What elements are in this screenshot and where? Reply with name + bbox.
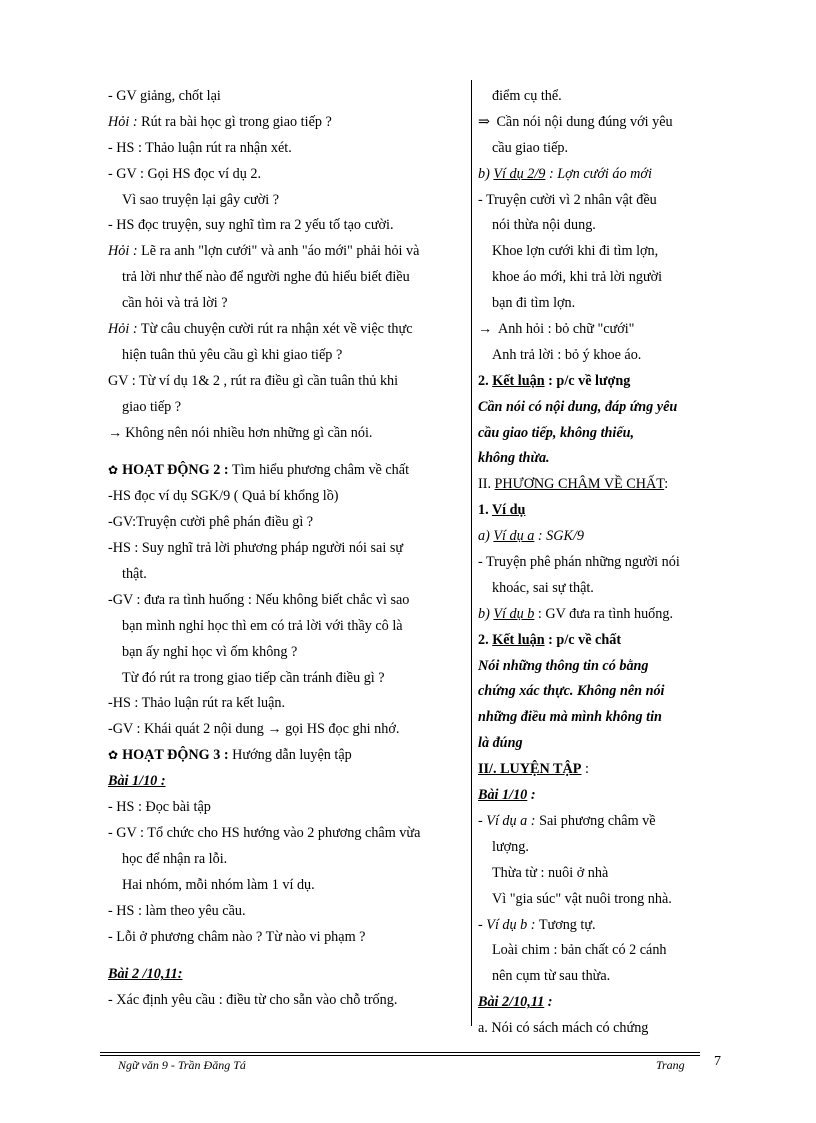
text-line: Vì "gia súc" vật nuôi trong nhà. [492,890,672,907]
flower-icon: ✿ [108,463,119,478]
activity-3-heading: ✿ HOẠT ĐỘNG 3 : Hướng dẫn luyện tập [108,747,352,764]
right-exercise-2-heading: Bài 2/10,11 : [478,994,553,1011]
text-line: Vì sao truyện lại gây cười ? [122,191,280,208]
text-line: -HS : Thảo luận rút ra kết luận. [108,695,286,712]
text-line: cầu giao tiếp. [492,139,569,156]
text-line: Loài chim : bản chất có 2 cánh [492,942,667,959]
text-line: - Truyện cười vì 2 nhân vật đều [478,191,657,208]
conclusion-line: là đúng [478,735,523,752]
text-line: lượng. [492,838,529,855]
arrow-icon: ⇒ [478,113,490,130]
flower-icon: ✿ [108,748,119,763]
right-block-4 [478,835,708,913]
conclusion-2-heading: 2. Kết luận : p/c về chất [478,631,622,648]
example-b-heading: b) Ví dụ 2/9 : Lợn cưới áo mới [478,165,652,182]
text-line: Khoe lợn cưới khi đi tìm lợn, [492,243,659,260]
text-line: bạn đi tìm lợn. [492,295,576,312]
right-column [478,84,708,1042]
text-line: hiện tuân thủ yêu cầu gì khi giao tiếp ? [122,346,343,363]
right-block-5 [478,938,708,990]
text-line: giao tiếp ? [122,398,182,415]
right-last-line: a. Nói có sách mách có chứng [478,1020,649,1037]
text-line: - GV giảng, chốt lại [108,88,221,104]
left-block-1 [108,84,464,446]
arrow-icon: → [108,424,123,441]
conclusion-line: Nói những thông tin có bằng [478,657,649,674]
text-line: Hỏi : Từ câu chuyện cười rút ra nhận xét về việc thực [108,321,413,338]
conclusion-line: không thừa. [478,450,550,467]
left-block-2 [108,484,464,743]
arrow-icon: → [478,321,493,338]
conclusion-2-body [478,654,708,758]
left-block-3 [108,795,464,950]
text-line: GV : Từ ví dụ 1& 2 , rút ra điều gì cần tuân thủ khi [108,372,399,389]
right-block-3 [478,550,708,602]
text-line: - HS : Thảo luận rút ra nhận xét. [108,139,292,156]
conclusion-line: cầu giao tiếp, không thiếu, [478,424,635,441]
exercise-1-heading: Bài 1/10 : [108,773,166,790]
text-line: nói thừa nội dung. [492,217,596,234]
text-line: - Truyện phê phán những người nói [478,554,680,571]
example-a-practice: - Ví dụ a : Sai phương châm về [478,812,656,829]
right-block-1 [478,84,708,162]
section-2-heading: II. PHƯƠNG CHÂM VỀ CHẤT: [478,476,669,493]
text-line: -HS đọc ví dụ SGK/9 ( Quả bí khổng lồ) [108,488,339,505]
text-line: - HS : Đọc bài tập [108,799,211,816]
example-b2-heading: b) Ví dụ b : GV đưa ra tình huống. [478,605,674,622]
text-line: - HS đọc truyện, suy nghĩ tìm ra 2 yếu tố tạo cười. [108,217,394,234]
practice-heading: II/. LUYỆN TẬP : [478,761,589,778]
conclusion-1-heading: 2. Kết luận : p/c về lượng [478,372,631,389]
text-line: học để nhận ra lỗi. [122,850,228,867]
text-line: khoe áo mới, khi trả lời người [492,269,663,286]
example-b-practice: - Ví dụ b : Tương tự. [478,916,596,933]
text-line: nên cụm từ sau thừa. [492,968,611,985]
conclusion-line: chứng xác thực. Không nên nói [478,683,665,700]
footer-rule [100,1055,700,1056]
text-line: - HS : làm theo yêu cầu. [108,902,246,919]
text-line: Thừa từ : nuôi ở nhà [492,864,609,881]
footer-book-title: Ngữ văn 9 - Trần Đăng Tá [118,1058,246,1072]
conclusion-line: những điều mà mình không tin [478,709,662,726]
example-heading: 1. Ví dụ [478,502,526,519]
text-line: Anh trả lời : bỏ ý khoe áo. [492,346,642,363]
text-line: điểm cụ thể. [492,88,562,104]
text-line: -GV : đưa ra tình huống : Nếu không biết chắc vì sao [108,591,410,608]
left-column [108,84,464,1014]
text-line: → Anh hỏi : bỏ chữ "cưới" [478,321,635,338]
right-exercise-1-heading: Bài 1/10 : [478,787,536,804]
text-line: → Không nên nói nhiều hơn những gì cần nói. [108,424,373,441]
text-line: bạn mình nghỉ học thì em có trả lời với thầy cô là [122,617,403,634]
text-line: Hỏi : Lẽ ra anh "lợn cưới" và anh "áo mới" phải hỏi và [108,243,420,260]
column-divider [471,80,472,1026]
text-line: khoác, sai sự thật. [492,579,594,596]
page-number: 7 [714,1054,721,1069]
text-line: Từ đó rút ra trong giao tiếp cần tránh điều gì ? [122,669,385,686]
text-line: Hai nhóm, mỗi nhóm làm 1 ví dụ. [122,876,315,893]
text-line: trả lời như thế nào để người nghe đủ hiểu biết điều [122,269,410,286]
text-line: Hỏi : Rút ra bài học gì trong giao tiếp ? [108,113,332,130]
right-block-2 [478,188,708,369]
conclusion-line: Cần nói có nội dung, đáp ứng yêu [478,398,678,415]
exercise-2-heading: Bài 2 /10,11: [108,966,183,983]
text-line: thật. [122,566,147,583]
left-last-line: - Xác định yêu cầu : điều từ cho sẵn vào chỗ trống. [108,992,398,1009]
text-line: -GV:Truyện cười phê phán điều gì ? [108,514,314,531]
text-line: cần hỏi và trả lời ? [122,295,228,312]
spacer [108,446,464,458]
text-line: - GV : Gọi HS đọc ví dụ 2. [108,165,262,182]
text-line: - Lỗi ở phương châm nào ? Từ nào vi phạm ? [108,928,366,945]
example-a-heading: a) Ví dụ a : SGK/9 [478,528,585,545]
text-line: - GV : Tổ chức cho HS hướng vào 2 phương châm vừa [108,824,421,841]
spacer [108,950,464,962]
text-line: -GV : Khái quát 2 nội dung → gọi HS đọc ghi nhớ. [108,721,400,738]
text-line: -HS : Suy nghĩ trả lời phương pháp người nói sai sự [108,540,404,557]
arrow-icon: → [267,721,282,738]
text-line: bạn ấy nghỉ học vì ốm không ? [122,643,298,660]
footer-page-label: Trang [656,1058,685,1072]
conclusion-1-body [478,395,708,473]
activity-2-heading: ✿ HOẠT ĐỘNG 2 : Tìm hiểu phương châm về chất [108,462,410,479]
footer-rule [100,1052,700,1053]
text-line: ⇒ Cần nói nội dung đúng với yêu [478,113,673,130]
